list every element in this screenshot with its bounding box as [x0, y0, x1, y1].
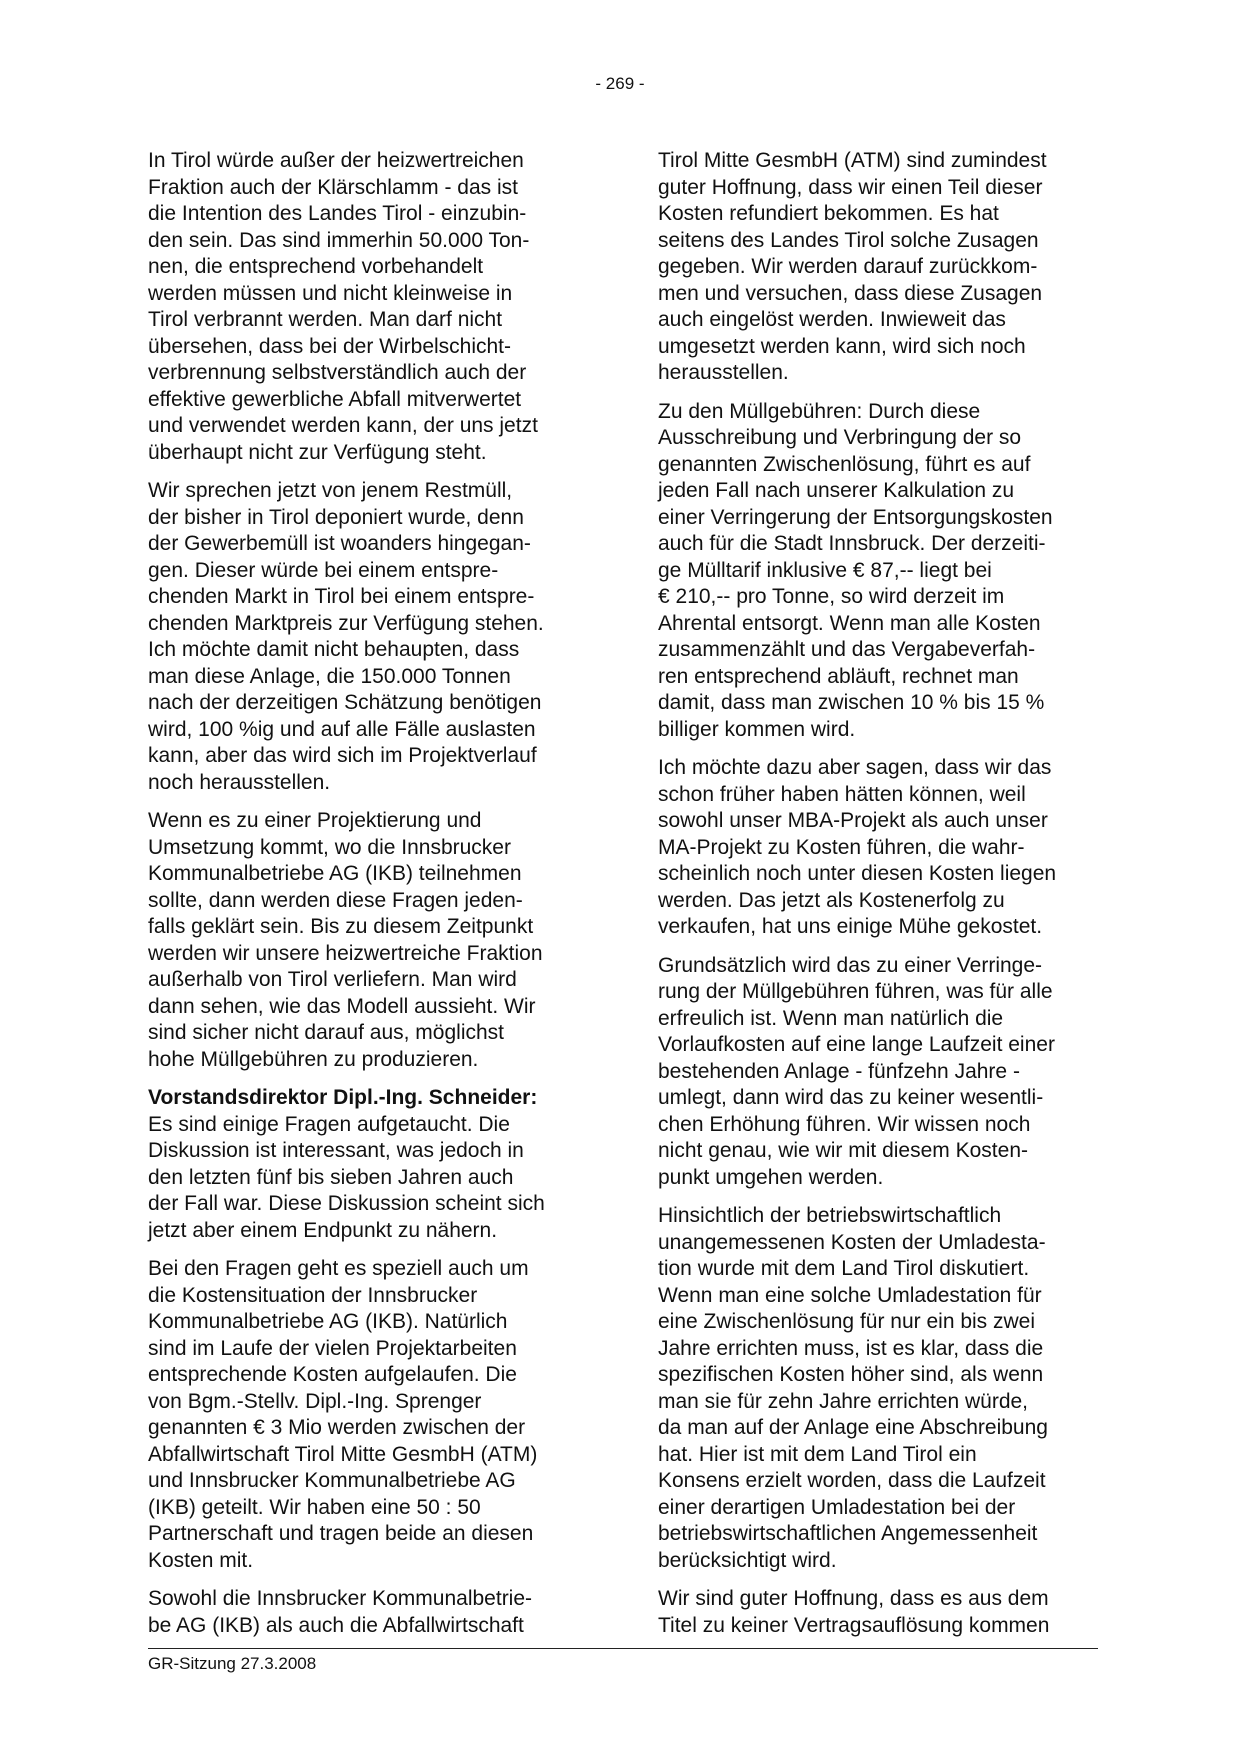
- right-column: [658, 148, 1101, 1639]
- text-line: jeden Fall nach unserer Kalkulation zu: [658, 479, 1015, 502]
- paragraph: [148, 1256, 591, 1574]
- text-line: unangemessenen Kosten der Umladesta-: [658, 1230, 1046, 1254]
- paragraph: [658, 1586, 1101, 1639]
- text-line: den sein. Das sind immerhin 50.000 Ton-: [148, 228, 530, 252]
- text-line: chen Erhöhung führen. Wir wissen noch: [658, 1112, 1031, 1136]
- text-line: punkt umgehen werden.: [658, 1165, 884, 1189]
- text-line: Diskussion ist interessant, was jedoch in: [148, 1139, 524, 1162]
- text-line: MA-Projekt zu Kosten führen, die wahr-: [658, 835, 1025, 859]
- text-line: die Intention des Landes Tirol - einzubin-: [148, 202, 527, 225]
- text-line: Wir sind guter Hoffnung, dass es aus dem: [658, 1587, 1049, 1610]
- text-line: Sowohl die Innsbrucker Kommunalbetrie-: [148, 1587, 533, 1610]
- text-line: falls geklärt sein. Bis zu diesem Zeitpunkt: [148, 915, 534, 938]
- text-line: werden wir unsere heizwertreiche Fraktion: [148, 941, 543, 965]
- text-line: Umsetzung kommt, wo die Innsbrucker: [148, 835, 511, 859]
- paragraph: [658, 148, 1101, 387]
- text-line: Ich möchte damit nicht behaupten, dass: [148, 638, 520, 661]
- text-line: Zu den Müllgebühren: Durch diese: [658, 399, 981, 423]
- text-line: be AG (IKB) als auch die Abfallwirtschaft: [148, 1613, 524, 1637]
- text-line: seitens des Landes Tirol solche Zusagen: [658, 228, 1039, 252]
- text-line: verkaufen, hat uns einige Mühe gekostet.: [658, 915, 1043, 938]
- page-number: - 269 -: [595, 74, 645, 93]
- text-line: überhaupt nicht zur Verfügung steht.: [148, 440, 487, 464]
- text-line: gegeben. Wir werden darauf zurückkom-: [658, 255, 1038, 278]
- text-line: der Gewerbemüll ist woanders hingegan-: [148, 532, 531, 555]
- text-line: nicht genau, wie wir mit diesem Kosten-: [658, 1139, 1028, 1162]
- text-line: bestehenden Anlage - fünfzehn Jahre -: [658, 1059, 1020, 1083]
- text-line: Konsens erzielt worden, dass die Laufzeit: [658, 1469, 1046, 1492]
- text-line: man diese Anlage, die 150.000 Tonnen: [148, 664, 511, 688]
- text-line: ge Mülltarif inklusive € 87,-- liegt bei: [658, 558, 992, 582]
- text-line: werden. Das jetzt als Kostenerfolg zu: [658, 888, 1005, 912]
- text-line: nach der derzeitigen Schätzung benötigen: [148, 691, 542, 714]
- text-line: Tirol Mitte GesmbH (ATM) sind zumindest: [658, 149, 1047, 172]
- text-line: eine Zwischenlösung für nur ein bis zwei: [658, 1310, 1036, 1333]
- text-line: außerhalb von Tirol verliefern. Man wird: [148, 968, 517, 991]
- paragraph: [658, 1203, 1101, 1574]
- text-line: ren entsprechend abläuft, rechnet man: [658, 664, 1019, 688]
- text-line: sind im Laufe der vielen Projektarbeiten: [148, 1336, 517, 1360]
- paragraph: [658, 399, 1101, 744]
- text-line: man sie für zehn Jahre errichten würde,: [658, 1389, 1029, 1413]
- text-line: den letzten fünf bis sieben Jahren auch: [148, 1165, 514, 1189]
- text-line: berücksichtigt wird.: [658, 1548, 837, 1572]
- text-line: hat. Hier ist mit dem Land Tirol ein: [658, 1442, 977, 1466]
- text-line: Kommunalbetriebe AG (IKB). Natürlich: [148, 1310, 508, 1333]
- text-line: chenden Markt in Tirol bei einem entspre-: [148, 585, 535, 608]
- text-line: (IKB) geteilt. Wir haben eine 50 : 50: [148, 1495, 481, 1519]
- text-line: kann, aber das wird sich im Projektverlauf: [148, 744, 537, 767]
- text-line: damit, dass man zwischen 10 % bis 15 %: [658, 691, 1045, 714]
- text-line: sind sicher nicht darauf aus, möglichst: [148, 1021, 505, 1044]
- text-line: der Fall war. Diese Diskussion scheint sich: [148, 1192, 545, 1215]
- text-line: einer Verringerung der Entsorgungskosten: [658, 505, 1053, 529]
- text-line: In Tirol würde außer der heizwertreichen: [148, 149, 524, 172]
- paragraph: [148, 148, 591, 466]
- text-line: Grundsätzlich wird das zu einer Verringe-: [658, 953, 1043, 977]
- text-line: Vorlaufkosten auf eine lange Laufzeit einer: [658, 1033, 1055, 1056]
- text-line: sollte, dann werden diese Fragen jeden-: [148, 888, 523, 912]
- text-line: genannten € 3 Mio werden zwischen der: [148, 1416, 526, 1439]
- text-line: verbrennung selbstverständlich auch der: [148, 361, 527, 384]
- text-line: sowohl unser MBA-Projekt als auch unser: [658, 809, 1048, 832]
- text-line: da man auf der Anlage eine Abschreibung: [658, 1416, 1048, 1439]
- left-column: [148, 148, 591, 1639]
- text-line: jetzt aber einem Endpunkt zu nähern.: [148, 1218, 498, 1242]
- footer-divider: [148, 1648, 1098, 1649]
- paragraph: [658, 755, 1101, 941]
- text-line: guter Hoffnung, dass wir einen Teil dieser: [658, 175, 1043, 199]
- text-line: Bei den Fragen geht es speziell auch um: [148, 1257, 529, 1280]
- text-line: betriebswirtschaftlichen Angemessenheit: [658, 1522, 1038, 1545]
- text-line: noch herausstellen.: [148, 770, 331, 794]
- text-line: von Bgm.-Stellv. Dipl.-Ing. Sprenger: [148, 1389, 482, 1413]
- text-line: spezifischen Kosten höher sind, als wenn: [658, 1363, 1044, 1386]
- text-line: Ahrental entsorgt. Wenn man alle Kosten: [658, 611, 1041, 635]
- text-line: übersehen, dass bei der Wirbelschicht-: [148, 334, 512, 358]
- text-line: Wenn man eine solche Umladestation für: [658, 1283, 1042, 1307]
- text-line: genannten Zwischenlösung, führt es auf: [658, 452, 1031, 476]
- text-line: der bisher in Tirol deponiert wurde, denn: [148, 505, 524, 529]
- text-line: Wenn es zu einer Projektierung und: [148, 809, 482, 832]
- speaker-paragraph: [148, 1085, 591, 1244]
- text-line: auch eingelöst werden. Inwieweit das: [658, 308, 1006, 331]
- text-line: nen, die entsprechend vorbehandelt: [148, 255, 484, 278]
- text-line: schon früher haben hätten können, weil: [658, 782, 1026, 806]
- text-line: dann sehen, wie das Modell aussieht. Wir: [148, 994, 536, 1018]
- text-line: effektive gewerbliche Abfall mitverwertet: [148, 387, 522, 411]
- text-line: hohe Müllgebühren zu produzieren.: [148, 1047, 479, 1071]
- text-line: Hinsichtlich der betriebswirtschaftlich: [658, 1204, 1002, 1227]
- text-line: Partnerschaft und tragen beide an diesen: [148, 1522, 534, 1545]
- text-line: und verwendet werden kann, der uns jetzt: [148, 414, 538, 437]
- text-line: Jahre errichten muss, ist es klar, dass die: [658, 1336, 1044, 1360]
- text-line: tion wurde mit dem Land Tirol diskutiert.: [658, 1257, 1030, 1280]
- text-line: rung der Müllgebühren führen, was für alle: [658, 980, 1053, 1003]
- text-line: Ich möchte dazu aber sagen, dass wir das: [658, 756, 1052, 779]
- text-line: scheinlich noch unter diesen Kosten liegen: [658, 862, 1057, 885]
- footer-session-date: GR-Sitzung 27.3.2008: [148, 1654, 317, 1673]
- text-line: gen. Dieser würde bei einem entspre-: [148, 558, 499, 582]
- text-line: und Innsbrucker Kommunalbetriebe AG: [148, 1469, 516, 1492]
- text-line: € 210,-- pro Tonne, so wird derzeit im: [658, 585, 1005, 608]
- text-line: Titel zu keiner Vertragsauflösung kommen: [658, 1613, 1050, 1637]
- text-line: Kosten refundiert bekommen. Es hat: [658, 202, 999, 225]
- text-line: Tirol verbrannt werden. Man darf nicht: [148, 308, 503, 331]
- text-line: herausstellen.: [658, 361, 789, 384]
- paragraph: [658, 953, 1101, 1192]
- text-line: Ausschreibung und Verbringung der so: [658, 426, 1022, 449]
- text-line: men und versuchen, dass diese Zusagen: [658, 281, 1043, 305]
- text-line: Fraktion auch der Klärschlamm - das ist: [148, 175, 518, 199]
- text-line: Es sind einige Fragen aufgetaucht. Die: [148, 1112, 510, 1136]
- text-line: Abfallwirtschaft Tirol Mitte GesmbH (ATM): [148, 1442, 538, 1466]
- text-line: erfreulich ist. Wenn man natürlich die: [658, 1006, 1004, 1030]
- text-line: billiger kommen wird.: [658, 717, 856, 741]
- text-line: entsprechende Kosten aufgelaufen. Die: [148, 1363, 517, 1386]
- text-line: Wir sprechen jetzt von jenem Restmüll,: [148, 479, 513, 502]
- text-line: einer derartigen Umladestation bei der: [658, 1495, 1016, 1519]
- text-line: Kosten mit.: [148, 1548, 254, 1572]
- text-line: umlegt, dann wird das zu keiner wesentli-: [658, 1086, 1044, 1109]
- text-line: auch für die Stadt Innsbruck. Der derzeiti-: [658, 532, 1046, 555]
- text-line: umgesetzt werden kann, wird sich noch: [658, 334, 1026, 358]
- text-line: werden müssen und nicht kleinweise in: [148, 281, 513, 305]
- paragraph: [148, 808, 591, 1073]
- paragraph: [148, 478, 591, 796]
- paragraph: [148, 1586, 591, 1639]
- text-line: wird, 100 %ig und auf alle Fälle auslasten: [148, 717, 536, 741]
- text-line: zusammenzählt und das Vergabeverfah-: [658, 638, 1036, 661]
- text-line: Kommunalbetriebe AG (IKB) teilnehmen: [148, 862, 522, 885]
- text-line: chenden Marktpreis zur Verfügung stehen.: [148, 611, 544, 635]
- speaker-name: Vorstandsdirektor Dipl.-Ing. Schneider:: [148, 1086, 538, 1109]
- text-line: die Kostensituation der Innsbrucker: [148, 1283, 478, 1307]
